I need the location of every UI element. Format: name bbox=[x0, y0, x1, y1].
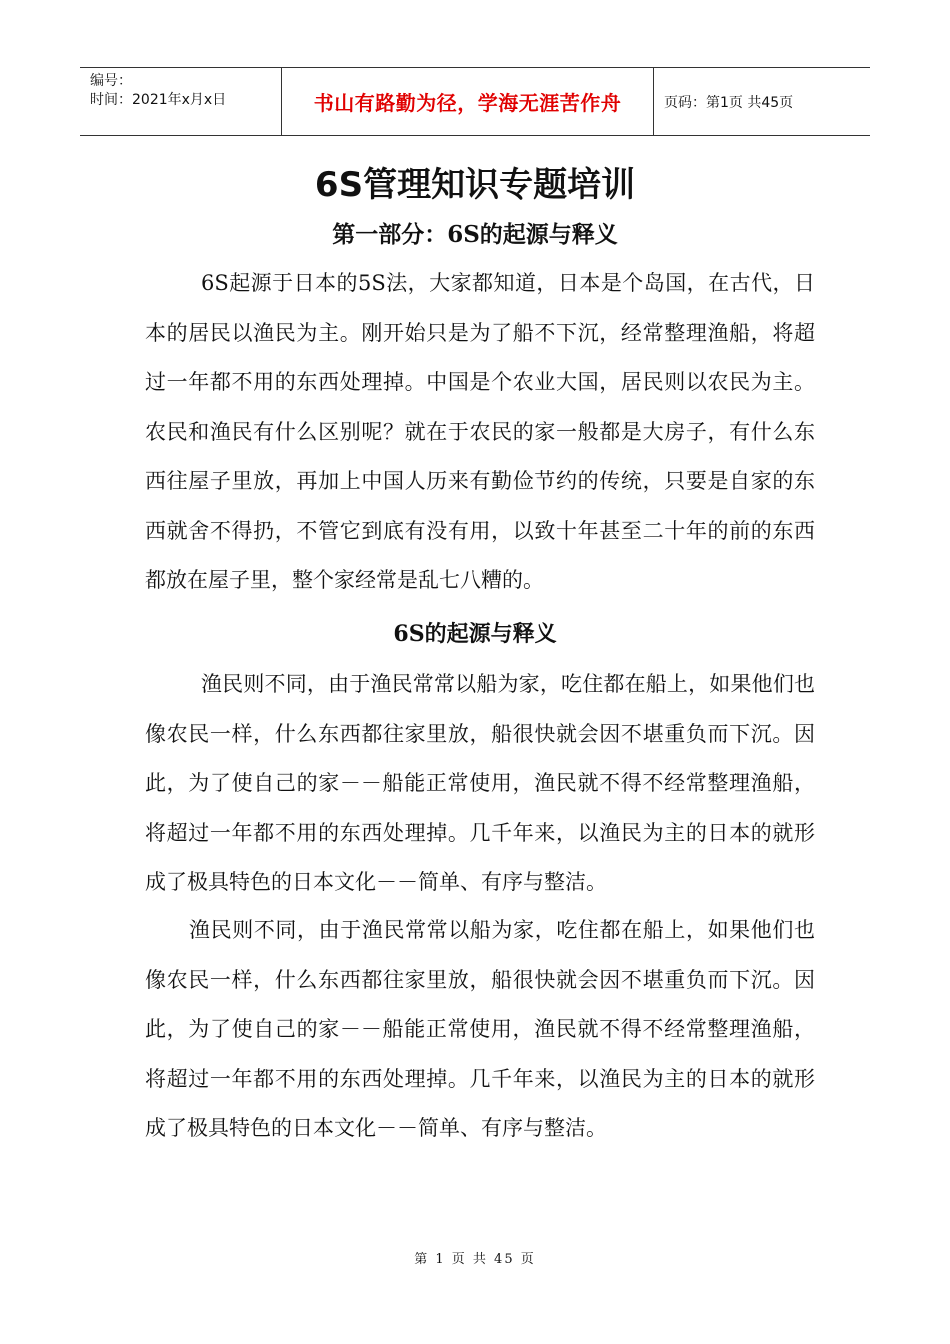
document-title: 6S管理知识专题培训 bbox=[314, 165, 636, 205]
header-motto: 书山有路勤为径，学海无涯苦作舟 bbox=[282, 68, 654, 135]
document-number-label: 编号： bbox=[90, 73, 132, 89]
header-meta-cell bbox=[80, 68, 282, 135]
paragraph-fishermen-2: 渔民则不同，由于渔民常常以船为家，吃住都在船上，如果他们也像农民一样，什么东西都往家里放，船很快就会因不堪重负而下沉。因此，为了使自己的家－－船能正常使用，渔民就不得不经常整理渔船，将超过一年都不用的东西处理掉。几千年来，以渔民为主的日本的就形成了极具特色的日本文化－－简单、有序与整洁。 bbox=[145, 918, 815, 1140]
paragraph-origin: 6S起源于日本的5S法，大家都知道，日本是个岛国，在古代，日本的居民以渔民为主。刚开始只是为了船不下沉，经常整理渔船，将超过一年都不用的东西处理掉。中国是个农业大国，居民则以农民为主。农民和渔民有什么区别呢？就在于农民的家一般都是大房子，有什么东西往屋子里放，再加上中国人历来有勤俭节约的传统，只要是自家的东西就舍不得扔，不管它到底有没有用，以致十年甚至二十年的前的东西都放在屋子里，整个家经常是乱七八糟的。 bbox=[145, 271, 815, 592]
section-heading: 6S的起源与释义 bbox=[393, 621, 557, 647]
header-page-info: 页码：第1页 共45页 bbox=[664, 94, 794, 111]
part-heading: 第一部分：6S的起源与释义 bbox=[332, 221, 618, 248]
document-date-label: 时间：2021年x月x日 bbox=[90, 92, 227, 108]
page-footer: 第 1 页 共 45 页 bbox=[414, 1252, 536, 1267]
paragraph-fishermen-1: 渔民则不同，由于渔民常常以船为家，吃住都在船上，如果他们也像农民一样，什么东西都往家里放，船很快就会因不堪重负而下沉。因此，为了使自己的家－－船能正常使用，渔民就不得不经常整理渔船，将超过一年都不用的东西处理掉。几千年来，以渔民为主的日本的就形成了极具特色的日本文化－－简单、有序与整洁。 bbox=[145, 672, 815, 894]
document-header-table bbox=[80, 67, 870, 136]
